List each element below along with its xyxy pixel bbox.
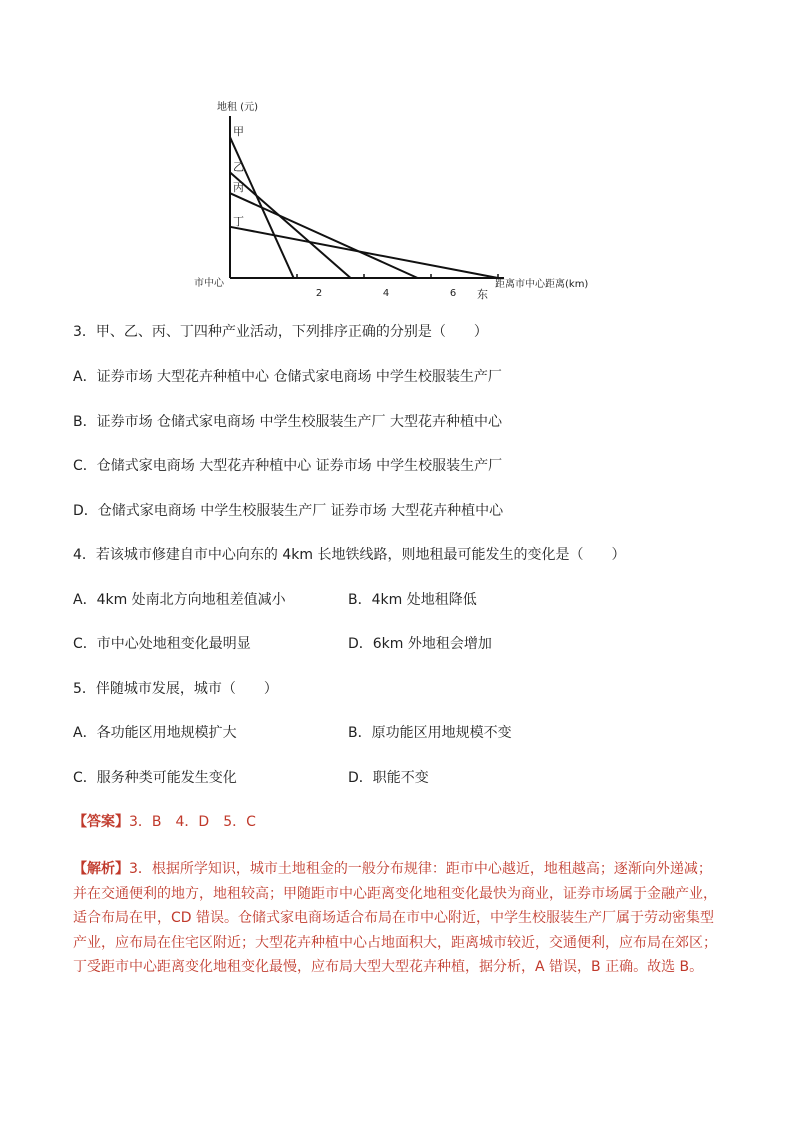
analysis-paragraph xyxy=(73,857,723,980)
question-4-option-b: B．4km 处地租降低 xyxy=(348,592,477,608)
x-axis-label: 距离市中心距离(km) xyxy=(495,279,589,290)
analysis-tag: 【解析】 xyxy=(73,861,129,877)
question-3-option-d: D．仓储式家电商场 中学生校服装生产厂 证券市场 大型花卉种植中心 xyxy=(73,503,504,519)
x-tick-label: 6 xyxy=(449,288,457,299)
question-3-option-c: C．仓储式家电商场 大型花卉种植中心 证券市场 中学生校服装生产厂 xyxy=(73,458,503,474)
question-5-option-c: C．服务种类可能发生变化 xyxy=(73,770,237,786)
east-label: 东 xyxy=(477,288,488,301)
question-5-stem: 5．伴随城市发展，城市（ ） xyxy=(73,681,278,697)
x-tick-label: 2 xyxy=(315,288,323,299)
x-tick-label: 4 xyxy=(382,288,390,299)
answer-tag: 【答案】 xyxy=(73,814,129,830)
series-label-丁: 丁 xyxy=(233,214,244,228)
answer-line xyxy=(73,812,256,832)
question-4-option-d: D．6km 外地租会增加 xyxy=(348,636,492,652)
series-label-甲: 甲 xyxy=(233,125,244,139)
analysis-text: 3．根据所学知识，城市土地租金的一般分布规律：距市中心越近，地租越高；逐渐向外递减；并在交通便利的地方，地租较高；甲随距市中心距离变化地租变化最快为商业，证券市场属于金融产业，适合布局在甲，CD 错误。仓储式家电商场适合布局在市中心附近，中学生校服装生产厂属于劳动密集型产业，应布局在住宅区附近；大型花卉种植中心占地面积大，距离城市较近，交通便利，应布局在郊区；丁受距市中心距离变化地租变化最慢，应布局大型大型花卉种植，据分析，A 错误，B 正确。故选 B。 xyxy=(73,861,717,975)
series-line-丙 xyxy=(230,193,418,278)
origin-label: 市中心 xyxy=(194,278,224,289)
question-3-option-a: A．证券市场 大型花卉种植中心 仓储式家电商场 中学生校服装生产厂 xyxy=(73,369,502,385)
answer-text: 3．B 4．D 5．C xyxy=(129,814,256,830)
y-axis-label: 地租 (元) xyxy=(217,102,258,113)
series-label-乙: 乙 xyxy=(233,160,244,174)
question-4-option-a: A．4km 处南北方向地租差值减小 xyxy=(73,592,286,608)
question-5-option-a: A．各功能区用地规模扩大 xyxy=(73,725,237,741)
chart-series-lines xyxy=(230,137,498,278)
question-3-option-b: B．证券市场 仓储式家电商场 中学生校服装生产厂 大型花卉种植中心 xyxy=(73,414,502,430)
question-4-stem: 4．若该城市修建自市中心向东的 4km 长地铁线路，则地租最可能发生的变化是（ ） xyxy=(73,547,626,563)
series-line-乙 xyxy=(230,172,351,278)
question-3-stem: 3．甲、乙、丙、丁四种产业活动，下列排序正确的分别是（ ） xyxy=(73,324,488,340)
series-line-丁 xyxy=(230,227,498,278)
question-5-option-b: B．原功能区用地规模不变 xyxy=(348,725,512,741)
question-4-option-c: C．市中心处地租变化最明显 xyxy=(73,636,251,652)
rent-distance-chart xyxy=(190,96,610,306)
question-5-option-d: D．职能不变 xyxy=(348,770,429,786)
series-label-丙: 丙 xyxy=(233,181,244,195)
